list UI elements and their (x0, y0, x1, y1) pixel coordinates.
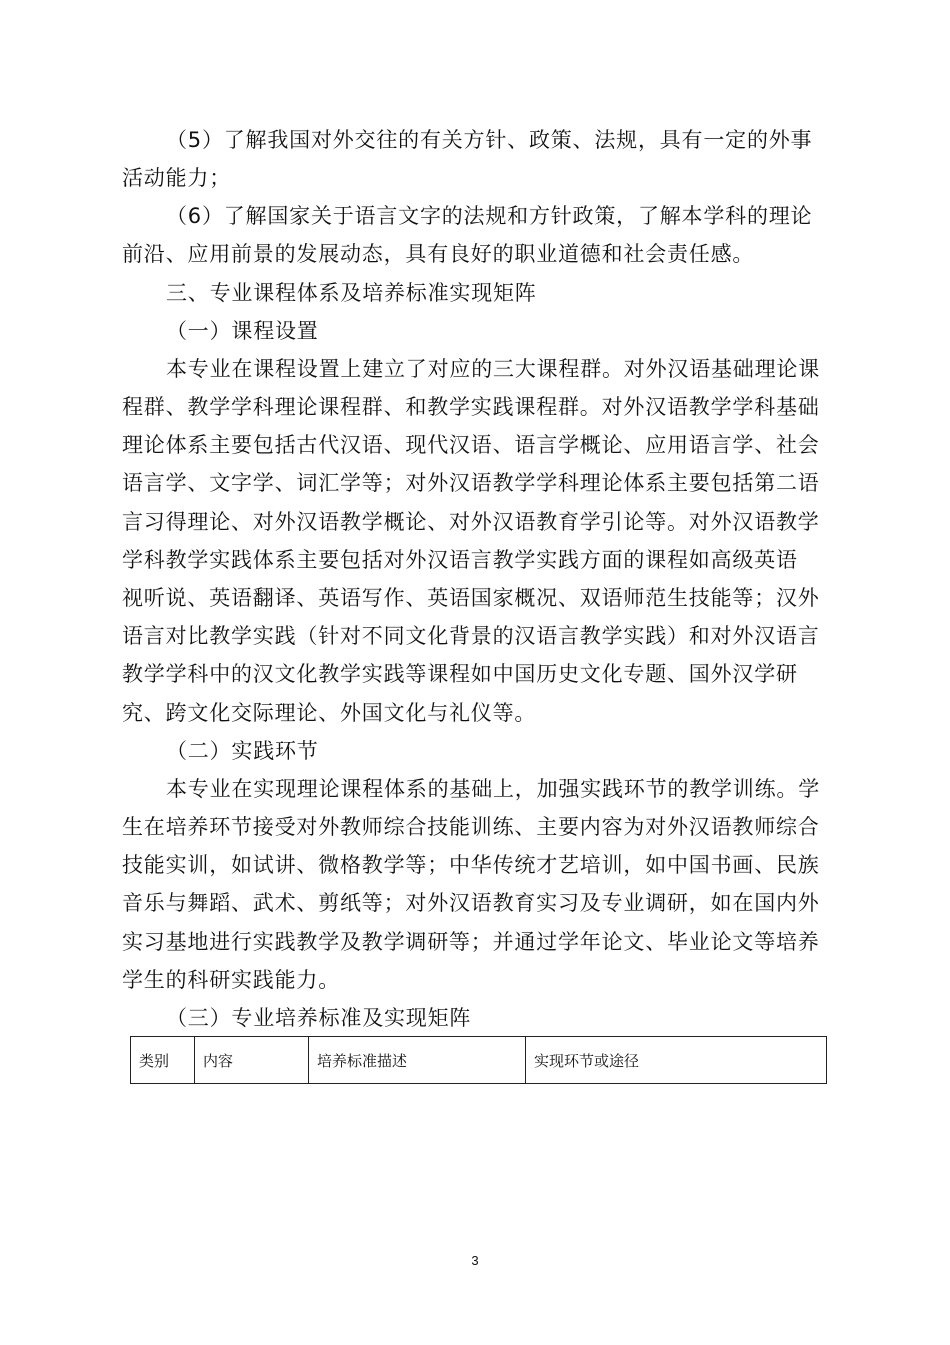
sub1-body-line: 语言学、文字学、词汇学等；对外汉语教学学科理论体系主要包括第二语 (122, 471, 820, 495)
sub2-heading: （二）实践环节 (166, 739, 319, 763)
section3-heading: 三、专业课程体系及培养标准实现矩阵 (166, 281, 537, 305)
sub2-body-line: 学生的科研实践能力。 (122, 968, 340, 992)
training-standard-table (130, 1036, 827, 1084)
sub2-body-line: 音乐与舞蹈、武术、剪纸等；对外汉语教育实习及专业调研，如在国内外 (122, 891, 820, 915)
sub1-body-line: 究、跨文化交际理论、外国文化与礼仪等。 (122, 701, 537, 725)
sub1-body-line: 程群、教学学科理论课程群、和教学实践课程群。对外汉语教学学科基础 (122, 395, 820, 419)
sub2-body-line: 生在培养环节接受对外教师综合技能训练、主要内容为对外汉语教师综合 (122, 815, 820, 839)
table-header-standard-description: 培养标准描述 (309, 1037, 526, 1083)
page-number: 3 (471, 1253, 479, 1268)
sub1-body-line: 教学学科中的汉文化教学实践等课程如中国历史文化专题、国外汉学研 (122, 662, 798, 686)
item6-line1: （6）了解国家关于语言文字的法规和方针政策，了解本学科的理论 (166, 204, 813, 228)
item6-line2: 前沿、应用前景的发展动态，具有良好的职业道德和社会责任感。 (122, 242, 755, 266)
sub1-body-line: 本专业在课程设置上建立了对应的三大课程群。对外汉语基础理论课 (166, 357, 820, 381)
sub3-heading: （三）专业培养标准及实现矩阵 (166, 1006, 472, 1030)
table-header-category: 类别 (131, 1037, 195, 1083)
sub1-body-line: 言习得理论、对外汉语教学概论、对外汉语教育学引论等。对外汉语教学 (122, 510, 820, 534)
sub2-body-line: 本专业在实现理论课程体系的基础上，加强实践环节的教学训练。学 (166, 777, 820, 801)
sub1-body-line: 视听说、英语翻译、英语写作、英语国家概况、双语师范生技能等；汉外 (122, 586, 820, 610)
sub2-body-line: 实习基地进行实践教学及教学调研等；并通过学年论文、毕业论文等培养 (122, 930, 820, 954)
sub1-body-line: 语言对比教学实践（针对不同文化背景的汉语言教学实践）和对外汉语言 (122, 624, 820, 648)
sub1-body-line: 理论体系主要包括古代汉语、现代汉语、语言学概论、应用语言学、社会 (122, 433, 820, 457)
sub2-body-line: 技能实训，如试讲、微格教学等；中华传统才艺培训，如中国书画、民族 (122, 853, 820, 877)
item5-line1: （5）了解我国对外交往的有关方针、政策、法规，具有一定的外事 (166, 128, 813, 152)
sub1-body-line: 学科教学实践体系主要包括对外汉语言教学实践方面的课程如高级英语 (122, 548, 798, 572)
item5-line2: 活动能力； (122, 166, 231, 190)
table-header-implementation: 实现环节或途径 (534, 1052, 640, 1070)
sub1-heading: （一）课程设置 (166, 319, 319, 343)
table-header-content: 内容 (195, 1037, 309, 1083)
